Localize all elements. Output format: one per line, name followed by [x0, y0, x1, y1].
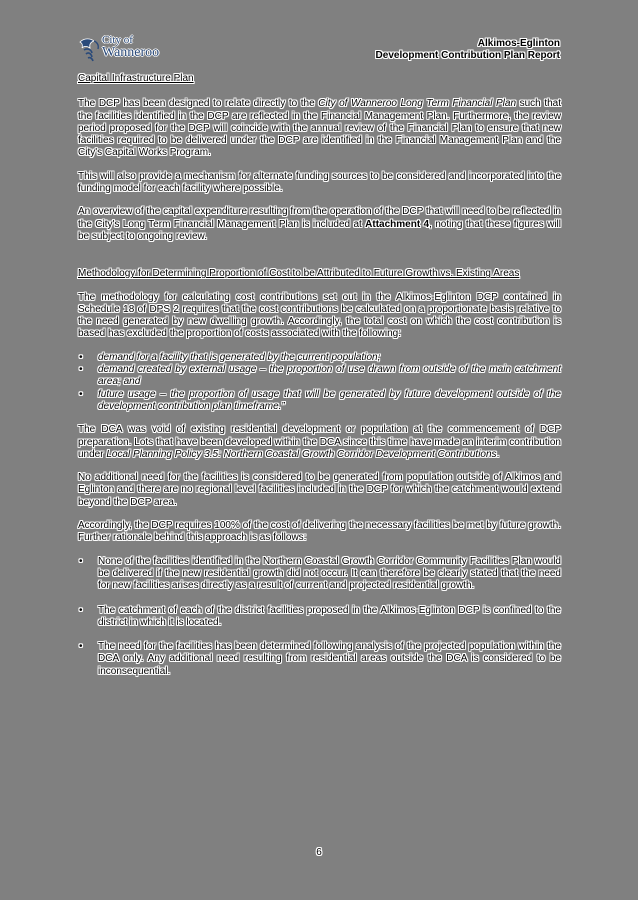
logo-wordmark — [102, 35, 159, 60]
bullet-icon: • — [79, 364, 83, 376]
logo-line2: Wanneroo — [102, 45, 160, 60]
bullet-icon: • — [79, 351, 83, 363]
list-item — [78, 389, 561, 414]
list-item — [78, 641, 561, 678]
section-heading-methodology: Methodology for Determining Proportion of Cost to be Attributed to Future Growth vs. Existing Areas — [78, 268, 520, 280]
list-item — [78, 556, 561, 593]
policy-reference: Local Planning Policy 3.5: Northern Coastal Growth Corridor Development Contributions — [106, 448, 497, 460]
paragraph — [78, 98, 561, 159]
text: . — [496, 448, 500, 460]
bullet-icon: • — [79, 388, 83, 400]
paragraph: The methodology for calculating cost contributions set out in the Alkimos-Eglinton DCP contained in Schedule 18 of DPS 2 requires that the cost contributions be calculated on a proportionate basis relative to the need generated by new dwelling growth. Accordingly, the total cost on which the cost contribution is based has excluded the proportion of costs associated with the following: — [78, 291, 561, 340]
attachment-reference: Attachment 4 — [365, 218, 430, 230]
report-title-line2: Development Contribution Plan Report — [375, 50, 560, 61]
text: such that the facilities identified in the DCP are reflected in the Financial Management Plan. Furthermore, the review period proposed for the DCP will coincide with the annual review of the Financial Plan to ensure that new facilities required to be delivered under the DCP are identified in the Financial Management Plan and the City's Capital Works Program. — [78, 98, 562, 159]
report-header — [376, 38, 560, 62]
text: None of the facilities identified in the Northern Coastal Growth Corridor Community Facilities Plan would be delivered if the new residential growth did not occur. It can therefore be clearly stated that the need for new facilities arises directly as a result of current and projected residential growth. — [98, 555, 561, 592]
text: future usage – the proportion of usage that will be generated by future development outside of the development contribution plan timeframe.” — [98, 388, 561, 412]
exclusion-list — [78, 352, 561, 413]
city-crest-icon — [78, 36, 102, 62]
paragraph — [78, 424, 561, 461]
text: demand created by external usage – the proportion of use drawn from outside of the main catchment area; and — [98, 364, 561, 388]
text: The need for the facilities has been determined following analysis of the projected population within the DCA only. Any additional need resulting from residential areas outside the DCA is considered to be inconsequential. — [98, 641, 561, 677]
list-item — [78, 364, 561, 389]
text: The DCA was void of existing residential development or population at the commencement of DCP preparation. Lots that have been developed within the DCA since this time have made an interim contribution under — [78, 424, 561, 460]
bullet-icon: • — [79, 555, 83, 567]
list-item — [78, 605, 561, 630]
page-number: 6 — [316, 847, 322, 858]
text: , noting that these figures will be subject to ongoing review. — [78, 218, 561, 242]
plan-reference: City of Wanneroo Long Term Financial Plan — [318, 98, 517, 110]
bullet-icon: • — [79, 641, 83, 653]
text: The catchment of each of the district facilities proposed in the Alkimos-Eglinton DCP is confined to the district in which it is located. — [98, 604, 561, 628]
paragraph: Accordingly, the DCP requires 100% of the cost of delivering the necessary facilities be met by future growth. Further rationale behind this approach is as follows: — [78, 520, 561, 544]
paragraph: This will also provide a mechanism for alternate funding sources to be considered and incorporated into the funding model for each facility where possible. — [78, 170, 561, 195]
bullet-icon: • — [79, 604, 83, 616]
text: An overview of the capital expenditure resulting from the operation of the DCP that will need to be reflected in the City's Long Term Financial Management Plan is included at — [78, 206, 561, 230]
document-body — [78, 73, 561, 690]
logo-line1: City of — [102, 34, 133, 46]
paragraph: No additional need for the facilities is considered to be generated from population outside of Alkimos and Eglinton and there are no regional level facilities included in the DCP for which the catchment would extend beyond the DCP area. — [78, 472, 561, 508]
report-title-line1: Alkimos-Eglinton — [477, 38, 560, 49]
text: The DCP has been designed to relate directly to the — [78, 98, 319, 110]
text: demand for a facility that is generated by the current population; — [98, 351, 381, 363]
rationale-list — [78, 556, 561, 678]
paragraph — [78, 206, 561, 243]
section-heading-capital: Capital Infrastructure Plan — [78, 73, 194, 84]
list-item — [78, 352, 561, 364]
